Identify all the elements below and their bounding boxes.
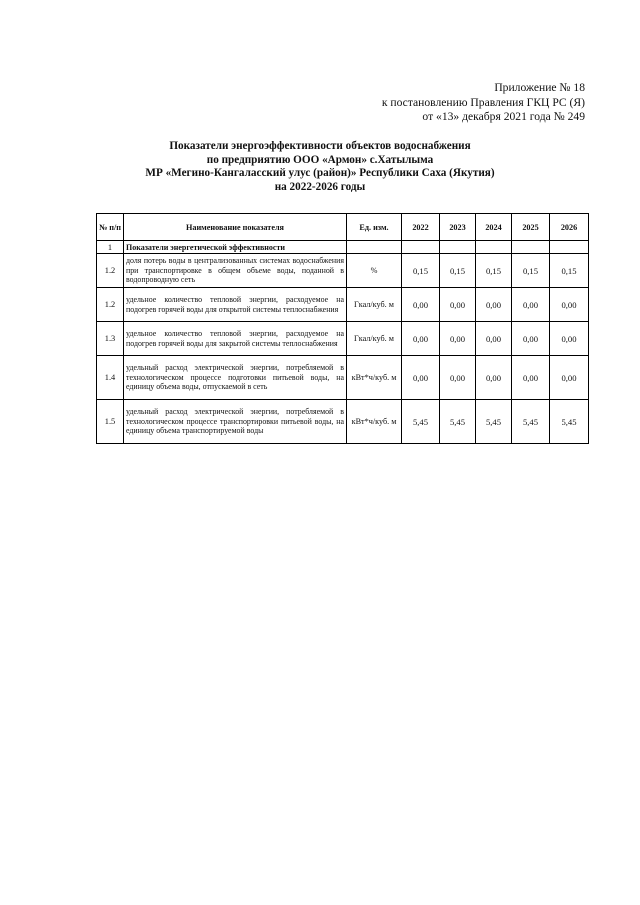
row-unit: кВт*ч/куб. м <box>347 356 402 400</box>
row-num: 1.2 <box>97 288 124 322</box>
section-num: 1 <box>97 241 124 254</box>
row-indicator-name: удельное количество тепловой энергии, расходуемое на подогрев горячей воды для закрытой системы теплоснабжения <box>124 322 347 356</box>
row-value-2026: 5,45 <box>550 400 589 444</box>
row-value-2025: 0,00 <box>512 322 550 356</box>
table-row <box>97 288 589 322</box>
header-name: Наименование показателя <box>124 214 347 241</box>
row-value-2024: 0,00 <box>476 356 512 400</box>
row-value-2025: 0,00 <box>512 288 550 322</box>
row-indicator-name: удельный расход электрической энергии, потребляемой в технологическом процессе подготовки питьевой воды, на единицу объема воды, отпускаемой в сеть <box>124 356 347 400</box>
title-line-4: на 2022-2026 годы <box>274 180 366 193</box>
header-year-2023: 2023 <box>440 214 476 241</box>
row-unit: Гкал/куб. м <box>347 322 402 356</box>
row-value-2022: 5,45 <box>402 400 440 444</box>
section-title: Показатели энергетической эффективности <box>124 241 347 254</box>
appendix-reference <box>382 81 585 125</box>
row-value-2026: 0,00 <box>550 288 589 322</box>
header-year-2026: 2026 <box>550 214 589 241</box>
header-unit: Ед. изм. <box>347 214 402 241</box>
row-value-2025: 0,15 <box>512 254 550 288</box>
row-value-2024: 0,15 <box>476 254 512 288</box>
row-value-2022: 0,00 <box>402 288 440 322</box>
row-indicator-name: удельный расход электрической энергии, потребляемой в технологическом процессе транспортировки питьевой воды, на единицу объема транспортируемой воды <box>124 400 347 444</box>
row-num: 1.5 <box>97 400 124 444</box>
row-value-2024: 5,45 <box>476 400 512 444</box>
appendix-resolution: к постановлению Правления ГКЦ РС (Я) <box>381 95 585 109</box>
row-value-2025: 5,45 <box>512 400 550 444</box>
indicators-table <box>96 213 589 444</box>
row-num: 1.2 <box>97 254 124 288</box>
table-header-row <box>97 214 589 241</box>
title-line-2: по предприятию ООО «Армон» с.Хатылыма <box>206 153 434 166</box>
row-unit: Гкал/куб. м <box>347 288 402 322</box>
row-value-2023: 0,15 <box>440 254 476 288</box>
header-year-2025: 2025 <box>512 214 550 241</box>
row-value-2026: 0,15 <box>550 254 589 288</box>
row-num: 1.3 <box>97 322 124 356</box>
title-line-3: МР «Мегино-Кангаласский улус (район)» Республики Саха (Якутия) <box>145 167 495 180</box>
row-value-2023: 0,00 <box>440 356 476 400</box>
header-year-2022: 2022 <box>402 214 440 241</box>
row-unit: кВт*ч/куб. м <box>347 400 402 444</box>
appendix-date: от «13» декабря 2021 года № 249 <box>422 110 585 123</box>
row-indicator-name: удельное количество тепловой энергии, расходуемое на подогрев горячей воды для открытой системы теплоснабжения <box>124 288 347 322</box>
table-row <box>97 356 589 400</box>
row-value-2025: 0,00 <box>512 356 550 400</box>
row-value-2024: 0,00 <box>476 288 512 322</box>
row-value-2022: 0,15 <box>402 254 440 288</box>
row-value-2024: 0,00 <box>476 322 512 356</box>
header-num: № п/п <box>97 214 124 241</box>
row-value-2023: 5,45 <box>440 400 476 444</box>
row-value-2023: 0,00 <box>440 288 476 322</box>
table-row <box>97 400 589 444</box>
row-indicator-name: доля потерь воды в централизованных системах водоснабжения при транспортировке в общем объеме воды, поданной в водопроводную сеть <box>124 254 347 288</box>
row-value-2022: 0,00 <box>402 322 440 356</box>
table-row <box>97 322 589 356</box>
row-value-2026: 0,00 <box>550 356 589 400</box>
document-title <box>0 140 640 194</box>
row-value-2023: 0,00 <box>440 322 476 356</box>
section-row <box>97 241 589 254</box>
appendix-number: Приложение № 18 <box>494 81 585 94</box>
row-unit: % <box>347 254 402 288</box>
title-line-1: Показатели энергоэффективности объектов водоснабжения <box>169 140 471 152</box>
row-value-2022: 0,00 <box>402 356 440 400</box>
header-year-2024: 2024 <box>476 214 512 241</box>
row-num: 1.4 <box>97 356 124 400</box>
row-value-2026: 0,00 <box>550 322 589 356</box>
table-row <box>97 254 589 288</box>
